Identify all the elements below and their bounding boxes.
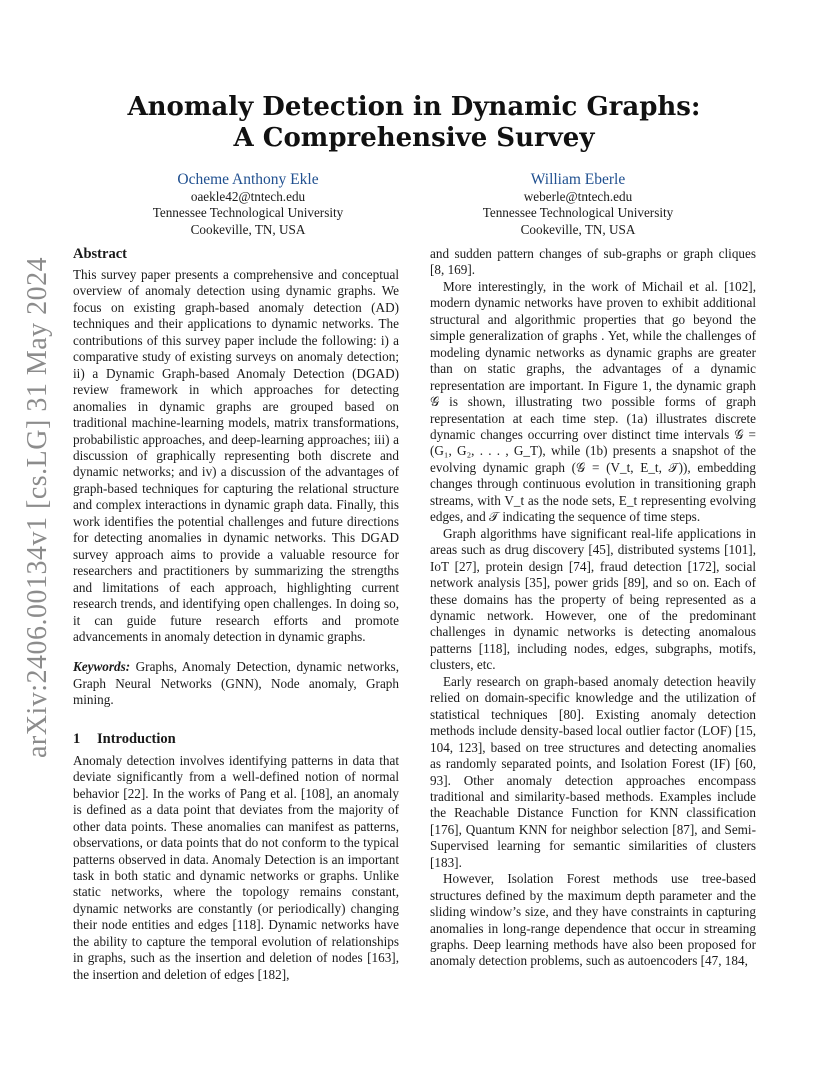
author-affiliation-2: Tennessee Technological University bbox=[482, 205, 674, 221]
paper-title: Anomaly Detection in Dynamic Graphs: A Comprehensive Survey bbox=[127, 92, 701, 153]
author-email-2: weberle@tntech.edu bbox=[523, 189, 633, 204]
author-location-2: Cookeville, TN, USA bbox=[520, 221, 636, 237]
author-affiliation-1: Tennessee Technological University bbox=[152, 205, 344, 221]
keywords-text: Graphs, Anomaly Detection, dynamic networks, Graph Neural Networks (GNN), Node anomaly, Graph mining. bbox=[73, 659, 399, 708]
paragraph-early-research: Early research on graph-based anomaly detection heavily relied on domain-specific knowledge and the utilization of statistical techniques [80]. Existing anomaly detection methods include density-based local outlier factor (LOF) [15, 104, 123], based on tree structures and detecting anomalies as randomly separated points, and Isolation Forest (IF) [60, 93]. Other anomaly detection approaches encompass traditional and similarity-based methods. Examples include the Reachable Distance Function for KNN classification [176], Quantum KNN for neighbor selection [87], and Semi-Supervised learning for semantic similarities of clusters [183]. bbox=[430, 673, 756, 870]
abstract-heading: Abstract bbox=[73, 246, 127, 262]
paragraph-graph-applications: Graph algorithms have significant real-life applications in areas such as drug discovery [45], distributed systems [101], IoT [27], protein design [74], fraud detection [172], social network analysis [35], power grids [89], and so on. Each of these domains has the property of being represented as a dynamic network. However, one of the predominant challenges in dynamic networks is detecting anomalous patterns [118], including nodes, edges, subgraphs, motifs, clusters, etc. bbox=[430, 525, 756, 673]
author-block-2 bbox=[448, 170, 708, 238]
paragraph-isolation-forest: However, Isolation Forest methods use tree-based structures defined by the maximum depth parameter and the sliding window’s size, and they have constraints in capturing anomalies in long-range dependence that occur in streaming graphs. Deep learning methods have also been proposed for anomaly detection problems, such as autoencoders [47, 184, bbox=[430, 871, 756, 969]
author-name-2[interactable]: William Eberle bbox=[530, 171, 626, 188]
abstract-text: This survey paper presents a comprehensive and conceptual overview of anomaly detection using dynamic graphs. We focus on existing graph-based anomaly detection (AD) techniques and their applications to dynamic networks. The contributions of this survey paper include the following: i) a comparative study of existing surveys on anomaly detection; ii) a Dynamic Graph-based Anomaly Detection (DGAD) review framework in which approaches for detecting anomalies in dynamic graphs are grouped based on traditional machine-learning models, matrix transformations, probabilistic approaches, and deep-learning approaches; iii) a discussion of graphically representing both discrete and dynamic networks; and iv) a discussion of the advantages of graph-based techniques for capturing the relational structure and complex interactions in dynamic graph data. Finally, this work identifies the potential challenges and future directions for detecting anomalies in dynamic networks. This DGAD survey approach aims to provide a valuable resource for researchers and practitioners by summarizing the strengths and limitations of each approach, highlighting current research trends, and identifying open challenges. In doing so, it can guide future research efforts and promote advancements in anomaly detection in dynamic graphs. bbox=[73, 267, 399, 644]
author-name-1[interactable]: Ocheme Anthony Ekle bbox=[177, 171, 319, 188]
intro-paragraph: Anomaly detection involves identifying patterns in data that deviate significantly from a well-defined notion of normal behavior [22]. In the works of Pang et al. [108], an anomaly is defined as a data point that deviates from the majority of other data points. These anomalies can manifest as patterns, observations, or data points that do not conform to the typical patterns observed in data. Anomaly Detection is an important task in both static and dynamic networks or graphs. Unlike static networks, where the topology remains constant, dynamic networks are constantly (or periodically) changing their node entities and edges [118]. Dynamic networks have the ability to capture the temporal evolution of relationships in graphs, such as the insertion and deletion of nodes [163], the insertion and deletion of edges [182], bbox=[73, 752, 399, 982]
section-number: 1 bbox=[73, 730, 81, 747]
paragraph-dynamic-networks: More interestingly, in the work of Michail et al. [102], modern dynamic networks have proven to exhibit additional structural and algorithmic properties that go beyond the simple generalization of graphs . Yet, while the challenges of modeling dynamic networks as dynamic graphs are greater than on static graphs, the advantages of a dynamic representation are important. In Figure 1, the dynamic graph 𝒢 is shown, illustrating two possible forms of graph representation at each time step. (1a) illustrates discrete dynamic changes occurring over distinct time intervals 𝒢 = (G₁, G₂, . . . , G_T), while (1b) presents a snapshot of the evolving dynamic graph (𝒢 = (V_t, E_t, 𝒯)), embedding changes through continuous evolution in transitioning graph streams, with V_t as the node sets, E_t representing evolving edges, and 𝒯 indicating the sequence of time steps. bbox=[430, 278, 756, 525]
section-heading bbox=[73, 731, 399, 748]
continuation-paragraph: and sudden pattern changes of sub-graphs or graph cliques [8, 169]. bbox=[430, 246, 756, 278]
author-email-1: oaekle42@tntech.edu bbox=[190, 189, 306, 204]
author-location-1: Cookeville, TN, USA bbox=[190, 221, 306, 237]
section-title: Introduction bbox=[97, 730, 176, 747]
left-column bbox=[73, 246, 399, 983]
keywords bbox=[73, 659, 399, 708]
right-column bbox=[430, 246, 756, 970]
arxiv-stamp: arXiv:2406.00134v1 [cs.LG] 31 May 2024 bbox=[22, 256, 53, 758]
author-block-1 bbox=[118, 170, 378, 238]
keywords-label: Keywords: bbox=[73, 659, 131, 675]
